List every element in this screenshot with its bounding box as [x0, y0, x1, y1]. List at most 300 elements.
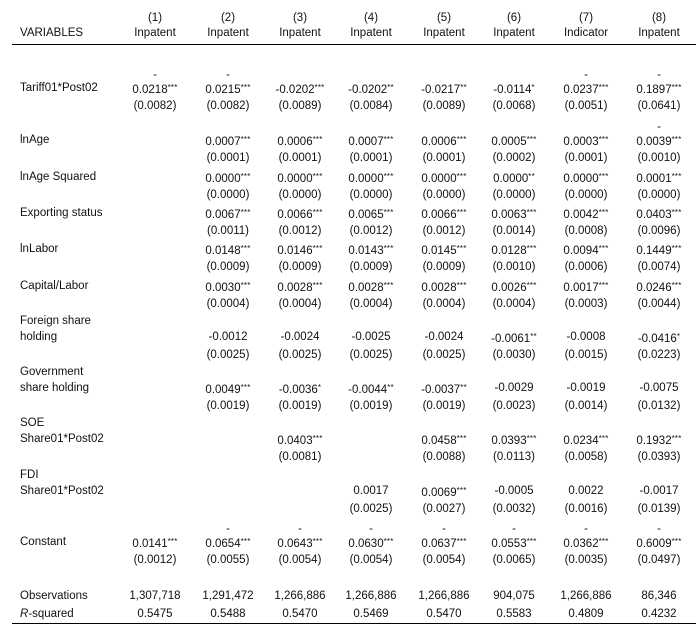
coef-number: 0.6009 — [636, 538, 672, 550]
significance-stars: *** — [240, 135, 251, 144]
standard-error: (0.0113) — [493, 451, 535, 463]
standard-error: (0.0002) — [492, 152, 536, 164]
significance-stars: *** — [383, 537, 394, 546]
coefficient — [406, 381, 482, 397]
coefficient — [476, 206, 552, 222]
significance-stars: *** — [456, 486, 467, 495]
standard-error: (0.0025) — [422, 349, 466, 361]
standard-error: (0.0001) — [349, 152, 393, 164]
coef-number: -0.0416 — [637, 333, 677, 345]
variable-label: Foreign share — [20, 315, 91, 327]
coef-number: 0.0039 — [636, 136, 672, 148]
significance-stars: *** — [383, 281, 394, 290]
coef-number: 0.0066 — [421, 209, 457, 221]
coef-number: 0.0234 — [563, 435, 599, 447]
coef-number: 0.0553 — [491, 538, 527, 550]
column-dependent-variable: Inpatent — [207, 27, 249, 39]
significance-stars: *** — [456, 135, 467, 144]
coef-number: 0.0000 — [277, 173, 313, 185]
variable-label-cont: Share01*Post02 — [20, 485, 104, 497]
standard-error: (0.0000) — [492, 189, 536, 201]
significance-stars: *** — [456, 172, 467, 181]
coef-number: 0.0458 — [421, 435, 457, 447]
coef-number: 0.0007 — [348, 136, 384, 148]
significance-stars: *** — [312, 281, 323, 290]
standard-error: (0.0012) — [422, 225, 466, 237]
standard-error: (0.0014) — [564, 400, 608, 412]
coef-number: 0.0066 — [277, 209, 313, 221]
significance-stars: *** — [240, 83, 251, 92]
standard-error: (0.0074) — [637, 261, 681, 273]
coefficient — [476, 381, 552, 395]
variable-label-cont: share holding — [20, 382, 90, 394]
coef-number: 0.0246 — [636, 282, 672, 294]
coefficient — [262, 242, 338, 258]
coefficient — [621, 381, 697, 395]
coef-number: -0.0029 — [494, 382, 534, 394]
standard-error: (0.0010) — [637, 152, 681, 164]
coef-number: -0.0008 — [566, 331, 606, 343]
variable-label: lnAge — [20, 134, 50, 146]
standard-error: (0.0000) — [637, 189, 681, 201]
rsquared-value: 0.5470 — [426, 608, 462, 620]
coef-number: 0.0028 — [421, 282, 457, 294]
coefficient — [476, 279, 552, 295]
rsquared-label-r: R — [20, 608, 29, 620]
variable-label: Tariff01*Post02 — [20, 82, 98, 94]
coefficient — [262, 535, 338, 551]
coef-number: 0.0065 — [348, 209, 384, 221]
coef-number: 0.0022 — [568, 485, 604, 497]
minus-sign: - — [442, 523, 446, 535]
coefficient — [621, 330, 697, 346]
rsquared-value: 0.5488 — [210, 608, 246, 620]
significance-stars: *** — [383, 208, 394, 217]
standard-error: (0.0025) — [278, 349, 322, 361]
coef-number: 0.0030 — [205, 282, 241, 294]
significance-stars: *** — [240, 281, 251, 290]
coef-number: 0.0006 — [277, 136, 313, 148]
observations-value: 904,075 — [493, 590, 535, 602]
coefficient — [548, 206, 624, 222]
coef-number: -0.0036 — [278, 384, 318, 396]
coef-number: -0.0024 — [280, 331, 320, 343]
coef-number: 0.0141 — [132, 538, 168, 550]
standard-error: (0.0068) — [492, 100, 536, 112]
coef-number: 0.0403 — [277, 435, 313, 447]
coefficient — [262, 432, 338, 448]
standard-error: (0.0003) — [564, 298, 608, 310]
standard-error: (0.0000) — [278, 189, 322, 201]
rsquared-value: 0.5583 — [496, 608, 532, 620]
coefficient — [262, 170, 338, 186]
coefficient — [406, 206, 482, 222]
observations-value: 1,307,718 — [129, 590, 181, 602]
coefficient — [476, 330, 552, 346]
column-dependent-variable: Inpatent — [493, 27, 535, 39]
coefficient — [621, 206, 697, 222]
standard-error: (0.0054) — [349, 554, 393, 566]
coef-number: -0.0202 — [348, 84, 388, 96]
standard-error: (0.0012) — [349, 225, 393, 237]
standard-error: (0.0009) — [278, 261, 322, 273]
standard-error: (0.0000) — [349, 189, 393, 201]
standard-error: (0.0004) — [349, 298, 393, 310]
significance-stars: ** — [530, 332, 537, 341]
column-number: (7) — [578, 12, 594, 24]
coefficient — [621, 133, 697, 149]
variable-label: lnAge Squared — [20, 171, 97, 183]
coefficient — [333, 133, 409, 149]
coef-number: 0.0017 — [563, 282, 599, 294]
column-dependent-variable: Inpatent — [423, 27, 465, 39]
coefficient — [548, 432, 624, 448]
coefficient — [548, 381, 624, 395]
standard-error: (0.0015) — [564, 349, 608, 361]
standard-error: (0.0012) — [278, 225, 322, 237]
coef-number: 0.1449 — [636, 245, 672, 257]
bottom-rule — [12, 623, 696, 624]
significance-stars: *** — [240, 208, 251, 217]
coefficient — [406, 484, 482, 500]
coefficient — [333, 484, 409, 498]
significance-stars: *** — [671, 83, 682, 92]
coefficient — [621, 432, 697, 448]
coefficient — [476, 81, 552, 97]
significance-stars: *** — [383, 135, 394, 144]
significance-stars: *** — [671, 244, 682, 253]
coef-number: 0.0067 — [205, 209, 241, 221]
rsquared-label — [20, 607, 74, 621]
significance-stars: *** — [598, 172, 609, 181]
significance-stars: *** — [240, 172, 251, 181]
coef-number: 0.0128 — [491, 245, 527, 257]
column-number: (3) — [292, 12, 308, 24]
standard-error: (0.0139) — [637, 503, 681, 515]
minus-sign: - — [298, 523, 302, 535]
standard-error: (0.0004) — [278, 298, 322, 310]
rsquared-value: 0.5470 — [282, 608, 318, 620]
coefficient — [333, 81, 409, 97]
coefficient — [548, 133, 624, 149]
standard-error: (0.0641) — [637, 100, 681, 112]
variable-label: Government — [20, 366, 84, 378]
standard-error: (0.0004) — [422, 298, 466, 310]
standard-error: (0.0088) — [422, 451, 466, 463]
standard-error: (0.0014) — [492, 225, 536, 237]
rsquared-value: 0.5469 — [353, 608, 389, 620]
coef-number: 0.0393 — [491, 435, 527, 447]
standard-error: (0.0001) — [422, 152, 466, 164]
coef-number: 0.0042 — [563, 209, 599, 221]
significance-stars: ** — [460, 383, 467, 392]
coef-number: 0.0403 — [636, 209, 672, 221]
column-dependent-variable: Inpatent — [279, 27, 321, 39]
standard-error: (0.0032) — [492, 503, 536, 515]
standard-error: (0.0096) — [637, 225, 681, 237]
coef-number: 0.0026 — [491, 282, 527, 294]
significance-stars: * — [531, 83, 535, 92]
significance-stars: *** — [526, 281, 537, 290]
coef-number: 0.0069 — [421, 487, 457, 499]
significance-stars: *** — [312, 172, 323, 181]
coefficient — [190, 279, 266, 295]
significance-stars: *** — [526, 135, 537, 144]
column-number: (1) — [147, 12, 163, 24]
coef-number: 0.0362 — [563, 538, 599, 550]
coefficient — [406, 535, 482, 551]
coefficient — [190, 81, 266, 97]
coefficient — [262, 279, 338, 295]
standard-error: (0.0016) — [564, 503, 608, 515]
minus-sign: - — [657, 69, 661, 81]
significance-stars: *** — [526, 434, 537, 443]
variable-label: Constant — [20, 536, 67, 548]
coefficient — [190, 381, 266, 397]
variable-label: SOE — [20, 417, 45, 429]
coef-number: -0.0019 — [566, 382, 606, 394]
standard-error: (0.0001) — [278, 152, 322, 164]
minus-sign: - — [584, 523, 588, 535]
significance-stars: *** — [598, 83, 609, 92]
minus-sign: - — [657, 121, 661, 133]
standard-error: (0.0051) — [564, 100, 608, 112]
standard-error: (0.0019) — [206, 400, 250, 412]
variable-label: Capital/Labor — [20, 280, 89, 292]
coefficient — [333, 535, 409, 551]
coefficient — [548, 330, 624, 344]
observations-label: Observations — [20, 590, 88, 602]
coef-number: -0.0202 — [275, 84, 315, 96]
standard-error: (0.0012) — [133, 554, 177, 566]
significance-stars: *** — [312, 434, 323, 443]
coef-number: 0.0215 — [205, 84, 241, 96]
standard-error: (0.0008) — [564, 225, 608, 237]
column-dependent-variable: Indicator — [563, 27, 609, 39]
significance-stars: *** — [598, 208, 609, 217]
significance-stars: ** — [528, 172, 535, 181]
standard-error: (0.0084) — [349, 100, 393, 112]
coefficient — [190, 170, 266, 186]
coefficient — [190, 133, 266, 149]
significance-stars: *** — [456, 281, 467, 290]
coefficient — [333, 330, 409, 344]
coef-number: -0.0075 — [639, 382, 679, 394]
significance-stars: *** — [312, 135, 323, 144]
variable-label: lnLabor — [20, 243, 59, 255]
minus-sign: - — [369, 523, 373, 535]
coefficient — [262, 81, 338, 97]
coef-number: 0.0001 — [636, 173, 672, 185]
standard-error: (0.0001) — [206, 152, 250, 164]
coef-number: 0.0643 — [277, 538, 313, 550]
standard-error: (0.0082) — [133, 100, 177, 112]
minus-sign: - — [512, 523, 516, 535]
significance-stars: *** — [671, 281, 682, 290]
coefficient — [548, 242, 624, 258]
significance-stars: *** — [314, 83, 325, 92]
coef-number: 0.0003 — [563, 136, 599, 148]
coefficient — [333, 206, 409, 222]
coef-number: 0.0094 — [563, 245, 599, 257]
minus-sign: - — [226, 69, 230, 81]
coef-number: 0.0063 — [491, 209, 527, 221]
standard-error: (0.0001) — [564, 152, 608, 164]
standard-error: (0.0082) — [206, 100, 250, 112]
coefficient — [406, 279, 482, 295]
standard-error: (0.0019) — [278, 400, 322, 412]
significance-stars: *** — [526, 208, 537, 217]
standard-error: (0.0004) — [206, 298, 250, 310]
significance-stars: *** — [240, 383, 251, 392]
significance-stars: *** — [383, 244, 394, 253]
standard-error: (0.0019) — [422, 400, 466, 412]
significance-stars: ** — [387, 83, 394, 92]
standard-error: (0.0065) — [492, 554, 536, 566]
coefficient — [548, 484, 624, 498]
significance-stars: *** — [671, 135, 682, 144]
coef-number: 0.0028 — [277, 282, 313, 294]
significance-stars: *** — [383, 172, 394, 181]
significance-stars: *** — [671, 208, 682, 217]
coef-number: -0.0017 — [639, 485, 679, 497]
coefficient — [476, 170, 552, 186]
rsquared-label-rest: -squared — [28, 608, 74, 620]
coef-number: 0.0237 — [563, 84, 599, 96]
coef-number: 0.1897 — [636, 84, 672, 96]
coefficient — [476, 242, 552, 258]
coefficient — [406, 330, 482, 344]
standard-error: (0.0025) — [349, 349, 393, 361]
significance-stars: *** — [526, 244, 537, 253]
column-dependent-variable: Inpatent — [134, 27, 176, 39]
variables-header: VARIABLES — [20, 27, 84, 39]
coef-number: 0.0005 — [491, 136, 527, 148]
standard-error: (0.0025) — [206, 349, 250, 361]
coefficient — [190, 242, 266, 258]
significance-stars: *** — [598, 537, 609, 546]
significance-stars: *** — [526, 537, 537, 546]
standard-error: (0.0000) — [564, 189, 608, 201]
significance-stars: *** — [167, 83, 178, 92]
column-dependent-variable: Inpatent — [350, 27, 392, 39]
coef-number: 0.0000 — [348, 173, 384, 185]
column-number: (2) — [220, 12, 236, 24]
significance-stars: *** — [598, 135, 609, 144]
standard-error: (0.0132) — [637, 400, 681, 412]
standard-error: (0.0030) — [492, 349, 536, 361]
coefficient — [262, 381, 338, 397]
coefficient — [621, 81, 697, 97]
coefficient — [406, 170, 482, 186]
coefficient — [190, 206, 266, 222]
coefficient — [190, 535, 266, 551]
standard-error: (0.0023) — [492, 400, 536, 412]
column-number: (6) — [506, 12, 522, 24]
coefficient — [621, 484, 697, 498]
observations-value: 86,346 — [641, 590, 677, 602]
standard-error: (0.0011) — [207, 225, 249, 237]
coefficient — [621, 535, 697, 551]
minus-sign: - — [657, 523, 661, 535]
significance-stars: *** — [598, 434, 609, 443]
coefficient — [262, 133, 338, 149]
coef-number: -0.0025 — [351, 331, 391, 343]
significance-stars: *** — [598, 244, 609, 253]
minus-sign: - — [226, 523, 230, 535]
coef-number: 0.1932 — [636, 435, 672, 447]
standard-error: (0.0058) — [564, 451, 608, 463]
significance-stars: *** — [671, 172, 682, 181]
standard-error: (0.0006) — [564, 261, 608, 273]
significance-stars: *** — [456, 537, 467, 546]
standard-error: (0.0000) — [206, 189, 250, 201]
coefficient — [476, 432, 552, 448]
observations-value: 1,291,472 — [202, 590, 254, 602]
significance-stars: *** — [312, 537, 323, 546]
coefficient — [548, 170, 624, 186]
variable-label-cont: holding — [20, 331, 58, 343]
significance-stars: *** — [240, 537, 251, 546]
coefficient — [548, 81, 624, 97]
rsquared-value: 0.4232 — [641, 608, 677, 620]
minus-sign: - — [153, 69, 157, 81]
standard-error: (0.0025) — [349, 503, 393, 515]
significance-stars: * — [317, 383, 322, 392]
coef-number: -0.0114 — [493, 84, 532, 96]
standard-error: (0.0089) — [278, 100, 322, 112]
variable-label: Exporting status — [20, 207, 103, 219]
standard-error: (0.0044) — [637, 298, 681, 310]
coefficient — [190, 330, 266, 344]
coef-number: 0.0017 — [353, 485, 389, 497]
column-number: (8) — [651, 12, 667, 24]
coef-number: -0.0024 — [424, 331, 464, 343]
significance-stars: ** — [387, 383, 394, 392]
coef-number: -0.0005 — [494, 485, 534, 497]
column-number: (5) — [436, 12, 452, 24]
significance-stars: *** — [456, 208, 467, 217]
coefficient — [262, 206, 338, 222]
variable-label-cont: Share01*Post02 — [20, 433, 104, 445]
coefficient — [333, 170, 409, 186]
observations-value: 1,266,886 — [274, 590, 326, 602]
significance-stars: *** — [312, 208, 323, 217]
coef-number: 0.0028 — [348, 282, 384, 294]
coefficient — [621, 242, 697, 258]
rsquared-value: 0.5475 — [137, 608, 173, 620]
coef-number: 0.0007 — [205, 136, 241, 148]
significance-stars: *** — [312, 244, 323, 253]
coefficient — [333, 381, 409, 397]
coef-number: 0.0000 — [421, 173, 457, 185]
coefficient — [476, 484, 552, 498]
coef-number: 0.0630 — [348, 538, 384, 550]
significance-stars: *** — [167, 537, 178, 546]
observations-value: 1,266,886 — [560, 590, 612, 602]
significance-stars: *** — [671, 537, 682, 546]
standard-error: (0.0223) — [637, 349, 681, 361]
coef-number: 0.0218 — [132, 84, 168, 96]
standard-error: (0.0081) — [278, 451, 322, 463]
significance-stars: *** — [456, 434, 467, 443]
coef-number: -0.0037 — [421, 384, 461, 396]
standard-error: (0.0054) — [278, 554, 322, 566]
coef-number: 0.0145 — [421, 245, 457, 257]
significance-stars: *** — [598, 281, 609, 290]
variable-label: FDI — [20, 469, 39, 481]
minus-sign: - — [584, 69, 588, 81]
